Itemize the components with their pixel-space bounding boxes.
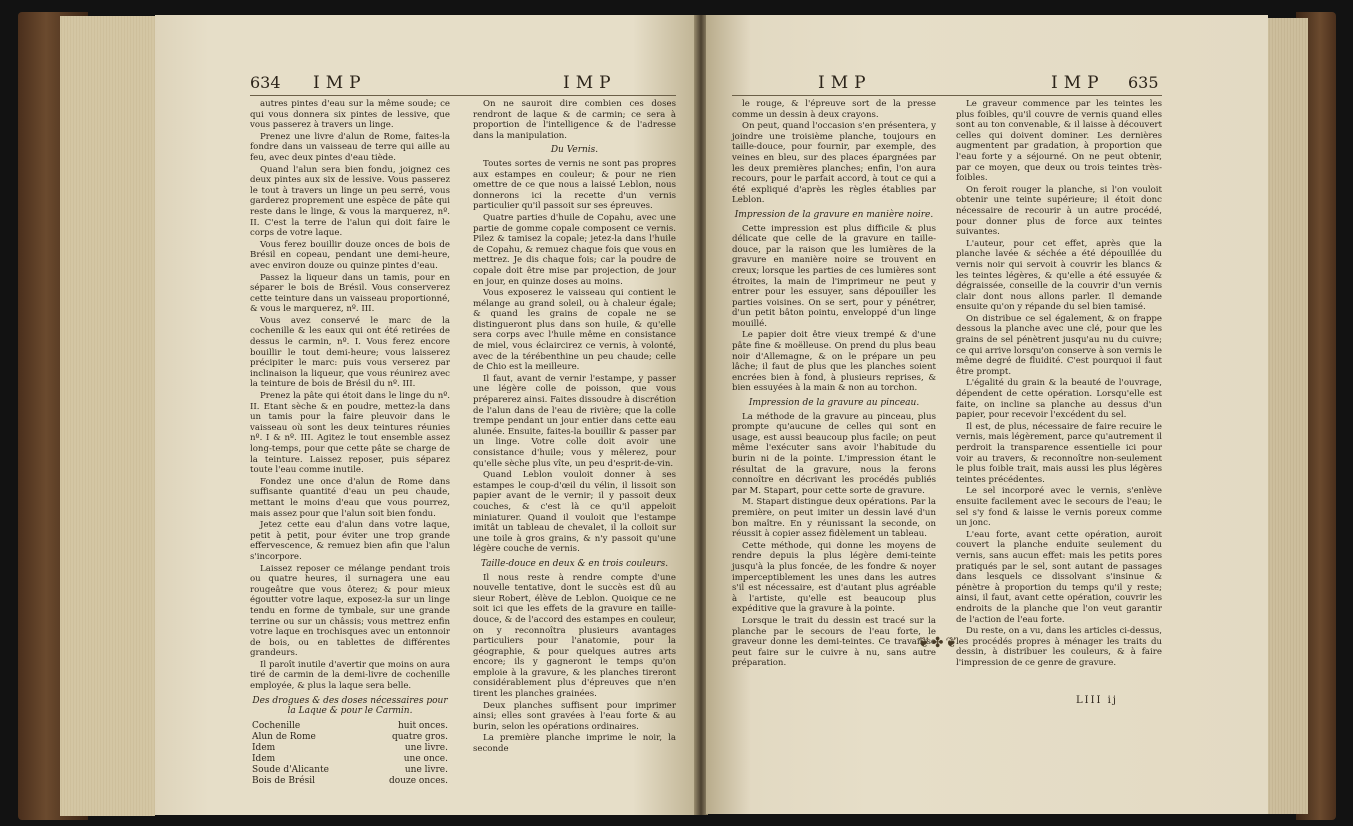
- paragraph: La méthode de la gravure au pinceau, plus prompte qu'aucune de celles qui sont en usage, est aussi beaucoup plus facile; on peut même l'exécuter sans avoir l'habitude du burin ni de la pointe. L'impression étant le résultat de la gravure, nous la ferons connoître en décrivant les procédés publiés par M. Stapart, pour cette sorte de gravure.: [732, 411, 936, 496]
- paragraph: L'eau forte, avant cette opération, auroit couvert la planche enduite seulement du vernis, sans aucun effet: mais les petits pores pratiqués par le sel, sont autant de passages dans lesquels ce dissolvant s'insinue & pénètre à proportion du temps qu'il y reste; ainsi, il faut, avant cette opération, couvrir les endroits de la planche que l'on veut garantir de l'action de l'eau forte.: [956, 529, 1162, 625]
- paragraph: Prenez la pâte qui étoit dans le linge du nº. II. Etant sèche & en poudre, mettez-la dans un tamis pour la faire pleuvoir dans le vaisseau où sont les deux teintures réunies nº. I & nº. III. Agitez le tout ensemble assez long-temps, pour que cette pâte se charge de la teinture. Laissez reposer, puis séparez toute l'eau comme inutile.: [250, 391, 450, 476]
- left-column-1: [250, 99, 450, 787]
- page-edges-left: [60, 16, 155, 816]
- paragraph: Il faut, avant de vernir l'estampe, y passer une légère colle de poisson, que vous préparerez ainsi. Faites dissoudre à discrétion de l'alun dans de l'eau de rivière; que la colle trempe pendant un jour entier dans cette eau alunée. Ensuite, faites-la bouillir & passer par un linge. Votre colle doit avoir une consistance d'huile; vous y mêlerez, pour qu'elle sèche plus vîte, un peu d'esprit-de-vin.: [473, 373, 676, 469]
- table-row: [250, 754, 450, 765]
- paragraph: Cette impression est plus difficile & plus délicate que celle de la gravure en taille-douce, par la raison que les lumières de la gravure en manière noire se trouvent en creux; lorsque les parties de ces lumières sont étroites, la main de l'imprimeur ne peut y entrer pour les essuyer, sans dépouiller les parties voisines. On se sert, pour y pénétrer, d'un petit bâton pointu, enveloppé d'un linge mouillé.: [732, 223, 936, 329]
- paragraph: Passez la liqueur dans un tamis, pour en séparer le bois de Brésil. Vous conserverez cette teinture dans un vaisseau proportionné, & vous le marquerez, nº. III.: [250, 272, 450, 315]
- paragraph: Le papier doit être vieux trempé & d'une pâte fine & moëlleuse. On prend du plus beau noir d'Allemagne, & on le prépare un peu lâche; il faut de plus que les planches soient encrées bien à fond, à plusieurs reprises, & bien essuyées à la main & non au torchon.: [732, 330, 936, 394]
- paragraph: On peut, quand l'occasion s'en présentera, y joindre une troisième planche, toujours en taille-douce, pour fournir, par exemple, des veines en bleu, sur des places épargnées par les deux premières planches; enfin, l'on aura recours, pour le parfait accord, à tout ce qui a été expliqué d'après les règles établies par Leblon.: [732, 121, 936, 206]
- paragraph: L'auteur, pour cet effet, après que la planche lavée & séchée a été dépouillée du vernis noir qui servoit à couvrir les blancs & les teintes légères, & qu'elle a été essuyée & dégraissée, conseille de la couvrir d'un vernis clair dont nous allons parler. Il demande ensuite qu'on y répande du sel bien tamisé.: [956, 238, 1162, 313]
- paragraph: Il est, de plus, nécessaire de faire recuire le vernis, mais légèrement, parce qu'autrement il perdroit la transparence essentielle ici pour voir au travers, & reconnoître non-seulement le plus foible trait, mais aussi les plus légères teintes précédentes.: [956, 421, 1162, 485]
- drug-name: Idem: [252, 742, 276, 753]
- drug-name: Cochenille: [252, 720, 301, 731]
- paragraph: Vous exposerez le vaisseau qui contient le mélange au grand soleil, ou à chaleur égale; & quand les grains de copale ne se distingueront plus dans son huile, & qu'elle sera corps avec l'huile même en consistance de miel, vous éclaircirez ce vernis, à volonté, avec de la térébenthine un peu chaude; celle de Chio est la meilleure.: [473, 288, 676, 373]
- paragraph: Laissez reposer ce mélange pendant trois ou quatre heures, il surnagera une eau rougeâtre que vous ôterez; & pour mieux égoutter votre laque, exposez-la sur un linge tendu en forme de tymbale, sur une grande terrine ou sur un châssis; vous mettrez enfin votre laque en trochisques avec un entonnoir de bois, ou en tablettes de différentes grandeurs.: [250, 563, 450, 659]
- table-row: [250, 765, 450, 776]
- page-number-left: 634: [250, 73, 281, 92]
- left-page: [155, 15, 698, 815]
- paragraph: Cette méthode, qui donne les moyens de rendre depuis la plus légère demi-teinte jusqu'à la plus foncée, de les fondre & noyer imperceptiblement les unes dans les autres s'il est nécessaire, est d'autant plus agréable à l'artiste, qu'elle est beaucoup plus expéditive que la gravure à la pointe.: [732, 540, 936, 615]
- paragraph: autres pintes d'eau sur la même soude; ce qui vous donnera six pintes de lessive, que vous passerez à travers un linge.: [250, 99, 450, 131]
- running-head-right-col2: IMP: [1051, 73, 1105, 93]
- signature-mark: LIII ij: [1076, 695, 1118, 706]
- header-rule-left: [250, 95, 676, 96]
- paragraph: Le sel incorporé avec le vernis, s'enlève ensuite facilement avec le secours de l'eau; le sel s'y fond & laisse le vernis poreux comme un jonc.: [956, 486, 1162, 529]
- section-heading-taille-douce: Taille-douce en deux & en trois couleurs.: [480, 558, 669, 569]
- section-heading-drugs: Des drogues & des doses nécessaires pour la Laque & pour le Carmin.: [252, 695, 448, 717]
- drug-qty: huit onces.: [397, 720, 448, 731]
- drug-qty: une livre.: [404, 764, 448, 775]
- table-row: [250, 732, 450, 743]
- section-heading-maniere-noire: Impression de la gravure en manière noire.: [734, 209, 934, 220]
- running-head-right-col1: IMP: [818, 73, 872, 93]
- paragraph: Le graveur commence par les teintes les plus foibles, qu'il couvre de vernis quand elles sont au ton convenable, & il laisse à découvert celles qui doivent dominer. Les dernières augmentent par gradation, à proportion que l'eau forte y a séjourné. On ne peut obtenir, par ce moyen, que deux ou trois teintes très-foibles.: [956, 99, 1162, 184]
- paragraph: Quatre parties d'huile de Copahu, avec une partie de gomme copale composent ce vernis. Pilez & tamisez la copale; jetez-la dans l'huile de Copahu, & remuez chaque fois que vous en mettrez. Je dis chaque fois; car la poudre de copale doit être mise par projection, de jour en jour, en quinze doses au moins.: [473, 212, 676, 287]
- drug-name: Bois de Brésil: [252, 775, 315, 786]
- paragraph: Fondez une once d'alun de Rome dans suffisante quantité d'eau un peu chaude, mettant le moins d'eau que vous pourrez, mais assez pour que l'alun soit bien fondu.: [250, 476, 450, 519]
- drug-qty: une livre.: [404, 742, 448, 753]
- paragraph: On distribue ce sel également, & on frappe dessous la planche avec une clé, pour que les grains de sel pénètrent jusqu'au nu du cuivre; ce qui arrive lorsqu'on conserve à son vernis le même degré de fluidité. C'est pourquoi il faut être prompt.: [956, 313, 1162, 377]
- paragraph: Vous ferez bouillir douze onces de bois de Brésil en copeau, pendant une demi-heure, avec environ douze ou quinze pintes d'eau.: [250, 239, 450, 271]
- drug-qty: quatre gros.: [392, 731, 448, 742]
- section-heading-pinceau: Impression de la gravure au pinceau.: [748, 398, 920, 409]
- section-heading-vernis: Du Vernis.: [550, 145, 599, 156]
- ornament-icon: ❦✤❦: [918, 635, 960, 651]
- left-column-2: [473, 99, 676, 756]
- paragraph: Lorsque le trait du dessin est tracé sur la planche par le secours de l'eau forte, le graveur donne les demi-teintes. Ce travail se peut faire sur le cuivre à nu, sans autre préparation.: [732, 615, 936, 669]
- paragraph: Prenez une livre d'alun de Rome, faites-la fondre dans un vaisseau de terre qui aille au feu, avec deux pintes d'eau tiède.: [250, 131, 450, 163]
- paragraph: On feroit rouger la planche, si l'on vouloit obtenir une teinte supérieure; il étoit donc nécessaire de recourir à un autre procédé, pour donner plus de force aux teintes suivantes.: [956, 184, 1162, 238]
- paragraph: Il paroît inutile d'avertir que moins on aura tiré de carmin de la demi-livre de cochenille employée, & plus la laque sera belle.: [250, 659, 450, 692]
- right-column-1: [732, 99, 936, 670]
- paragraph: Quand Leblon vouloit donner à ses estampes le coup-d'œil du vélin, il lissoit son papier avant de le vernir; il y passoit deux couches, & c'est là ce qu'il appeloit miniaturer. Quand il vouloit que l'estampe imitât un tableau de chevalet, il la colloit sur une toile à gros grains, & n'y passoit qu'une légère couche de vernis.: [473, 470, 676, 555]
- paragraph: Deux planches suffisent pour imprimer ainsi; elles sont gravées à l'eau forte & au burin, selon les opérations ordinaires.: [473, 700, 676, 732]
- drug-dose-table: [250, 721, 450, 787]
- table-row: [250, 721, 450, 732]
- paragraph: le rouge, & l'épreuve sort de la presse comme un dessin à deux crayons.: [732, 99, 936, 120]
- paragraph: La première planche imprime le noir, la seconde: [473, 733, 676, 755]
- table-row: [250, 776, 450, 787]
- drug-qty: une once.: [403, 753, 448, 764]
- paragraph: Vous avez conservé le marc de la cochenille & les eaux qui ont été retirées de dessus le carmin, nº. I. Vous ferez encore bouillir le tout demi-heure; vous laisserez précipiter le marc: puis vous verserez par inclinaison la liqueur, que vous réunirez avec la teinture de bois de Brésil du nº. III.: [250, 315, 450, 390]
- right-column-2: [956, 99, 1162, 669]
- page-number-right: 635: [1128, 73, 1159, 92]
- paragraph: Quand l'alun sera bien fondu, joignez ces deux pintes aux six de lessive. Vous passerez le tout à travers un linge un peu serré, vous garderez proprement une espèce de pâte qui reste dans le linge, & vous la marquerez, nº. II. C'est la terre de l'alun qui doit faire le corps de votre laque.: [250, 164, 450, 239]
- right-page: [706, 15, 1268, 814]
- header-rule-right: [732, 95, 1162, 96]
- running-head-left-col1: IMP: [313, 73, 367, 93]
- running-head-left-col2: IMP: [563, 73, 617, 93]
- paragraph: M. Stapart distingue deux opérations. Par la première, on peut imiter un dessin lavé d'un bon maître. En y réunissant la seconde, on réussit à copier assez fidèlement un tableau.: [732, 497, 936, 540]
- paragraph: Toutes sortes de vernis ne sont pas propres aux estampes en couleur; & pour ne rien omettre de ce que nous a laissé Leblon, nous donnerons ici la recette d'un vernis particulier qu'il passoit sur ses épreuves.: [473, 158, 676, 212]
- drug-name: Idem: [252, 753, 276, 764]
- page-edges-right: [1268, 18, 1308, 814]
- drug-name: Alun de Rome: [252, 731, 316, 742]
- paragraph: Du reste, on a vu, dans les articles ci-dessus, les procédés propres à ménager les traits du dessin, à distribuer les couleurs, & à faire l'impression de ce genre de gravure.: [956, 626, 1162, 668]
- paragraph: L'égalité du grain & la beauté de l'ouvrage, dépendent de cette opération. Lorsqu'elle est faite, on incline sa planche au dessus d'un papier, pour recevoir l'excédent du sel.: [956, 378, 1162, 421]
- paragraph: Jetez cette eau d'alun dans votre laque, petit à petit, pour éviter une trop grande effervescence, & remuez bien afin que l'alun s'incorpore.: [250, 520, 450, 562]
- paragraph: Il nous reste à rendre compte d'une nouvelle tentative, dont le succès est dû au sieur Robert, élève de Leblon. Quoique ce ne soit ici que les effets de la gravure en taille-douce, & de l'accord des estampes en couleur, on y reconnoîtra plusieurs avantages particuliers pour l'anatomie, pour la géographie, & pour quelques autres arts encore; ils y gagneront le temps qu'on emploie à la gravure, & les planches tireront considérablement plus d'épreuves que n'en tirent les planches grainées.: [473, 572, 676, 700]
- table-row: [250, 743, 450, 754]
- paragraph: On ne sauroit dire combien ces doses rendront de laque & de carmin; ce sera à proportion de l'intelligence & de l'adresse dans la manipulation.: [473, 99, 676, 141]
- drug-name: Soude d'Alicante: [252, 764, 329, 775]
- drug-qty: douze onces.: [389, 775, 448, 786]
